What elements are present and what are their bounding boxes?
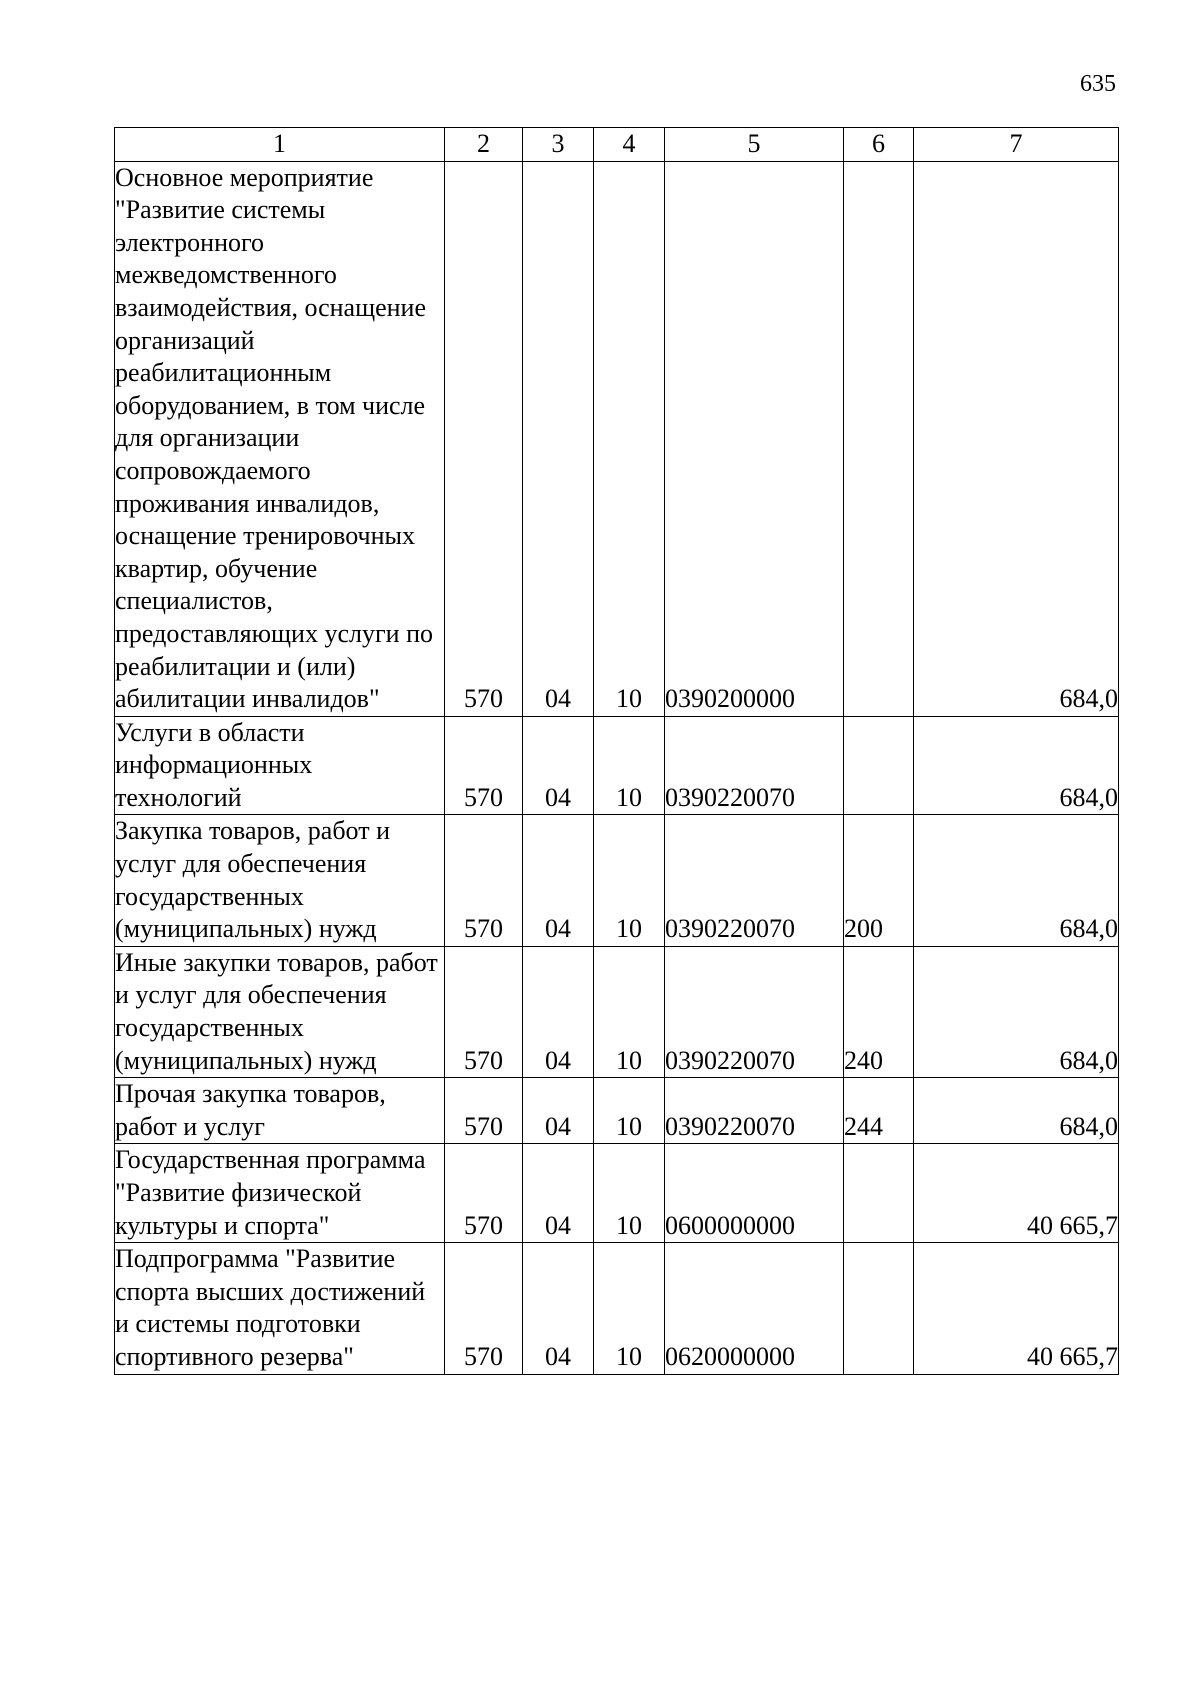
cell-amount: 40 665,7 <box>914 1243 1119 1374</box>
cell-section: 04 <box>523 1243 594 1374</box>
cell-target-article: 0390220070 <box>665 815 844 946</box>
cell-section: 04 <box>523 161 594 716</box>
cell-expense-type: 244 <box>844 1078 914 1144</box>
cell-subsection: 10 <box>594 815 665 946</box>
cell-amount: 684,0 <box>914 161 1119 716</box>
header-row <box>115 128 1119 162</box>
row-name: Закупка товаров, работ и услуг для обеспечения государственных (муниципальных) нужд <box>115 815 445 946</box>
column-header-6: 6 <box>844 128 914 162</box>
table-row <box>115 946 1119 1077</box>
cell-amount: 684,0 <box>914 815 1119 946</box>
cell-ministry-code: 570 <box>445 946 523 1077</box>
cell-expense-type: 200 <box>844 815 914 946</box>
cell-target-article: 0390220070 <box>665 946 844 1077</box>
column-header-3: 3 <box>523 128 594 162</box>
cell-subsection: 10 <box>594 716 665 815</box>
cell-section: 04 <box>523 716 594 815</box>
cell-ministry-code: 570 <box>445 815 523 946</box>
cell-target-article: 0390200000 <box>665 161 844 716</box>
cell-expense-type: 240 <box>844 946 914 1077</box>
cell-subsection: 10 <box>594 161 665 716</box>
row-name: Основное мероприятие "Развитие системы электронного межведомственного взаимодействия, оснащение организаций реабилитационным оборудованием, в том числе для организации сопровождаемого проживания инвалидов, оснащение тренировочных квартир, обучение специалистов, предоставляющих услуги по реабилитации и (или) абилитации инвалидов" <box>115 161 445 716</box>
table-row <box>115 1144 1119 1243</box>
cell-subsection: 10 <box>594 1144 665 1243</box>
column-header-2: 2 <box>445 128 523 162</box>
column-header-5: 5 <box>665 128 844 162</box>
cell-section: 04 <box>523 1144 594 1243</box>
cell-amount: 684,0 <box>914 1078 1119 1144</box>
column-header-7: 7 <box>914 128 1119 162</box>
column-header-4: 4 <box>594 128 665 162</box>
cell-subsection: 10 <box>594 946 665 1077</box>
cell-amount: 684,0 <box>914 946 1119 1077</box>
cell-ministry-code: 570 <box>445 716 523 815</box>
cell-ministry-code: 570 <box>445 1243 523 1374</box>
row-name: Услуги в области информационных технологий <box>115 716 445 815</box>
row-name: Государственная программа "Развитие физической культуры и спорта" <box>115 1144 445 1243</box>
cell-expense-type <box>844 161 914 716</box>
cell-ministry-code: 570 <box>445 1078 523 1144</box>
table-row <box>115 716 1119 815</box>
table-row <box>115 1243 1119 1374</box>
cell-section: 04 <box>523 946 594 1077</box>
cell-section: 04 <box>523 815 594 946</box>
cell-ministry-code: 570 <box>445 1144 523 1243</box>
table-row <box>115 815 1119 946</box>
cell-subsection: 10 <box>594 1078 665 1144</box>
cell-expense-type <box>844 1144 914 1243</box>
table-row <box>115 1078 1119 1144</box>
column-header-1: 1 <box>115 128 445 162</box>
cell-target-article: 0390220070 <box>665 1078 844 1144</box>
cell-amount: 40 665,7 <box>914 1144 1119 1243</box>
cell-target-article: 0390220070 <box>665 716 844 815</box>
cell-section: 04 <box>523 1078 594 1144</box>
row-name: Прочая закупка товаров, работ и услуг <box>115 1078 445 1144</box>
cell-target-article: 0600000000 <box>665 1144 844 1243</box>
cell-ministry-code: 570 <box>445 161 523 716</box>
cell-expense-type <box>844 1243 914 1374</box>
budget-table <box>114 127 1119 1375</box>
cell-subsection: 10 <box>594 1243 665 1374</box>
cell-amount: 684,0 <box>914 716 1119 815</box>
page-number: 635 <box>1080 71 1116 97</box>
row-name: Иные закупки товаров, работ и услуг для обеспечения государственных (муниципальных) нужд <box>115 946 445 1077</box>
cell-target-article: 0620000000 <box>665 1243 844 1374</box>
table-row <box>115 161 1119 716</box>
cell-expense-type <box>844 716 914 815</box>
row-name: Подпрограмма "Развитие спорта высших достижений и системы подготовки спортивного резерва" <box>115 1243 445 1374</box>
